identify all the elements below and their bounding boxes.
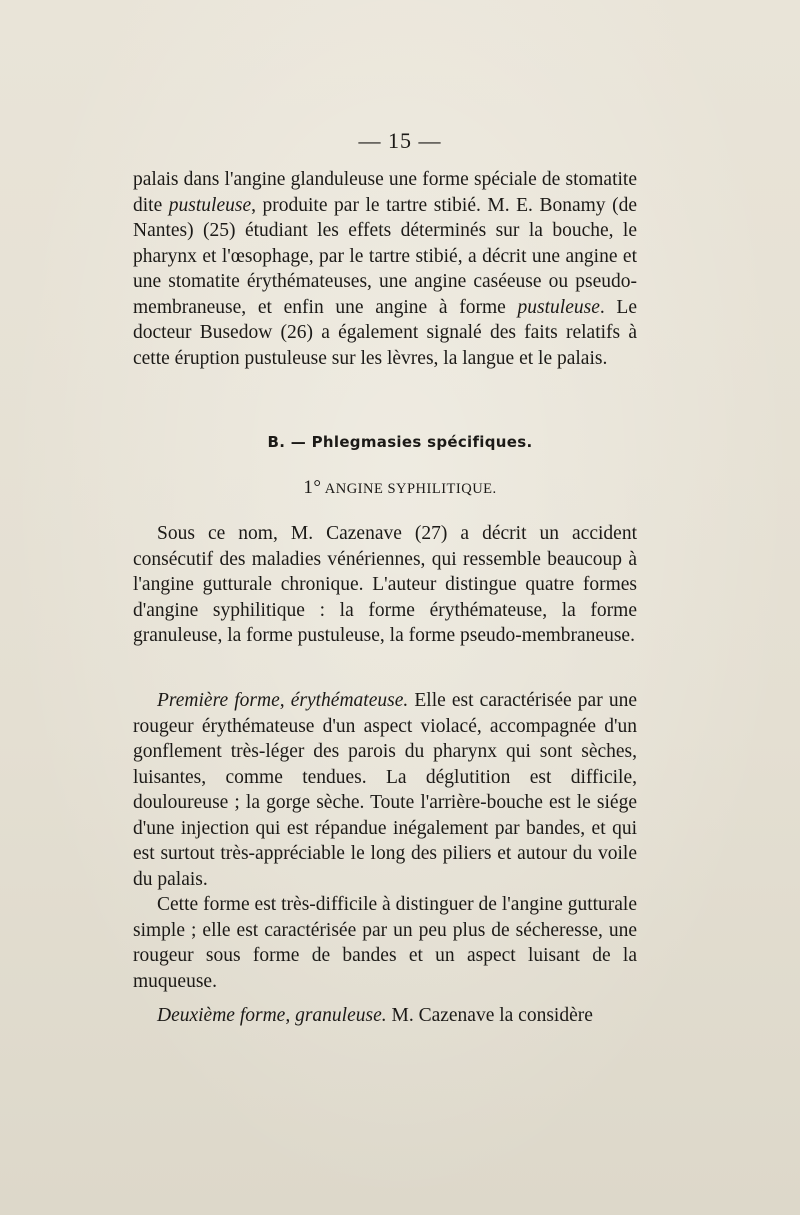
paragraph-cazenave: Sous ce nom, M. Cazenave (27) a décrit un accident consécutif des maladies vénériennes, qui ressemble beaucoup à l'angine gutturale chronique. L'auteur distingue quatre formes d'angine syphilitique : la forme érythémateuse, la forme granuleuse, la forme pustuleuse, la forme pseudo-membraneuse. xyxy=(133,523,637,646)
text-block-syphilitique xyxy=(133,521,637,649)
paragraph-premiere-forme xyxy=(133,688,637,892)
paragraph-text: palais dans l'angine glanduleuse une forme spéciale de stomatite dite xyxy=(133,169,637,216)
page-number: — 15 — xyxy=(358,128,442,153)
paragraph-stibie xyxy=(133,167,637,371)
italic-title: Deuxième forme, granuleuse. xyxy=(157,1005,387,1026)
sub-heading xyxy=(0,477,800,499)
section-heading: B. — Phlegmasies spécifiques. xyxy=(267,433,533,451)
sub-heading-title: ANGINE SYPHILITIQUE. xyxy=(324,481,497,497)
italic-title: Première forme, érythémateuse. xyxy=(157,690,409,711)
paragraph-text: M. Cazenave la considère xyxy=(386,1005,593,1026)
text-block-deuxieme xyxy=(133,1003,637,1029)
sub-heading-number: 1° xyxy=(303,477,322,498)
italic-term: pustuleuse xyxy=(517,296,600,318)
paragraph-text: . Le docteur Busedow (26) a également signalé des faits relatifs à cette éruption pustuleuse sur les lèvres, la langue et le palais. xyxy=(133,296,637,369)
paragraph-text: Elle est caractérisée par une rougeur érythémateuse d'un aspect violacé, accompagnée d'un gonflement très-léger des parois du pharynx qui sont sèches, luisantes, comme tendues. La déglutition est difficile, douloureuse ; la gorge sèche. Toute l'arrière-bouche est le siége d'une injection qui est répandue inégalement par bandes, et qui est surtout très-appréciable le long des piliers et autour du voile du palais. xyxy=(133,690,637,890)
text-block-intro xyxy=(133,167,637,371)
paragraph-deuxieme-forme xyxy=(133,1003,637,1029)
italic-term: pustuleuse xyxy=(168,194,252,216)
text-block-forms xyxy=(133,688,637,994)
paragraph-distinction: Cette forme est très-difficile à distinguer de l'angine gutturale simple ; elle est caractérisée par un peu plus de sécheresse, une rougeur sous forme de bandes et un aspect luisant de la muqueuse. xyxy=(133,894,637,992)
paragraph-text: , produite par le tartre stibié. M. E. Bonamy (de Nantes) (25) étudiant les effets déterminés sur la bouche, le pharynx et l'œsophage, par le tartre stibié, a décrit une angine et une stomatite érythémateuses, une angine caséeuse ou pseudo-membraneuse, et enfin une angine à forme xyxy=(133,194,637,318)
